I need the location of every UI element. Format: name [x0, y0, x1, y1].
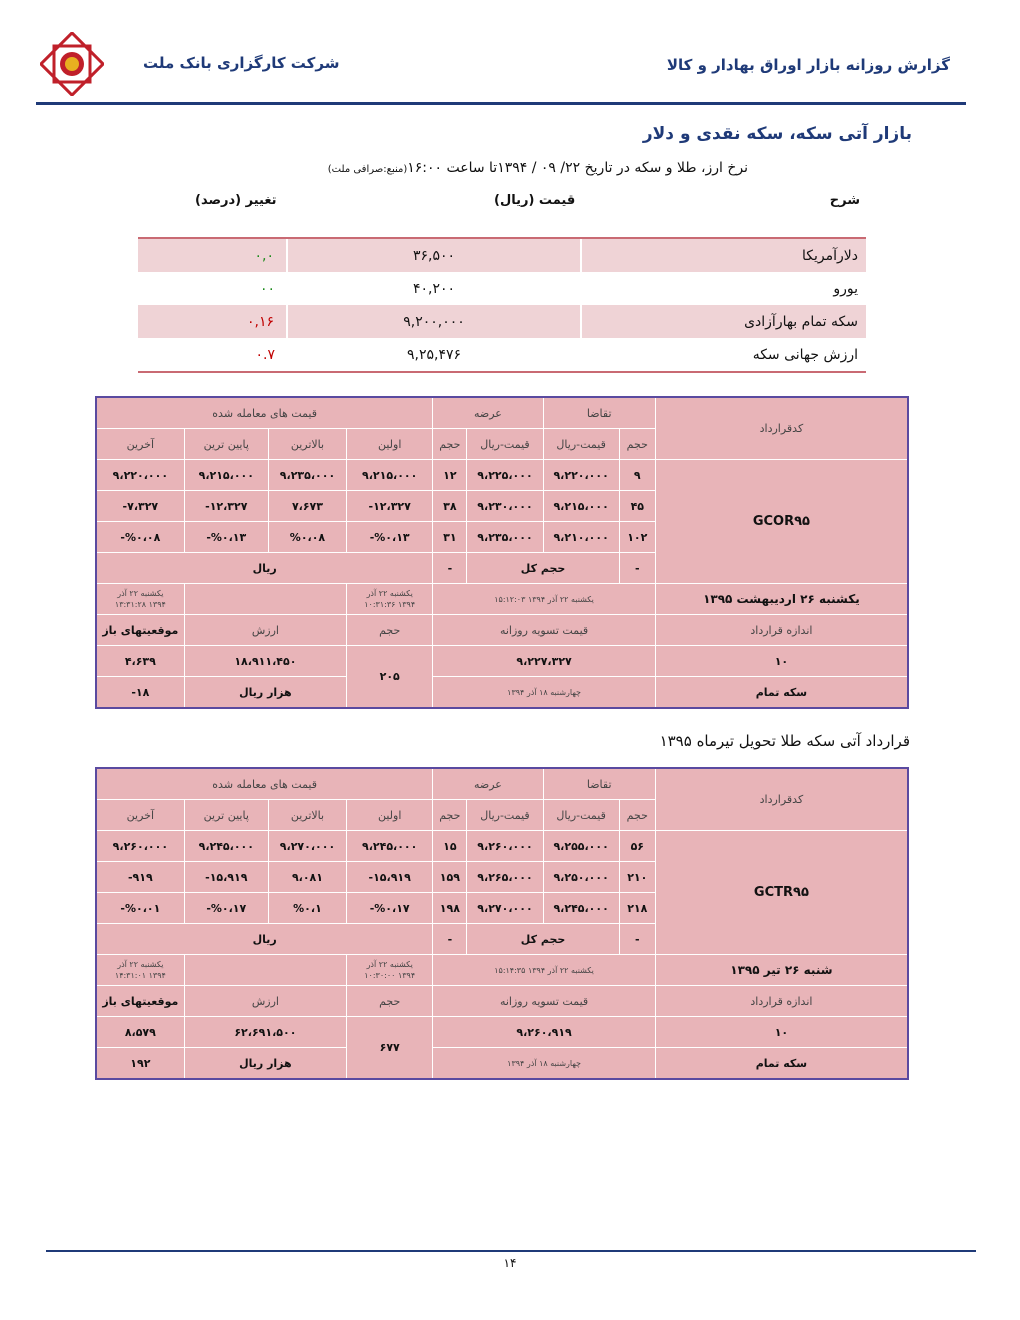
first-trade-clock: ۱۰:۳۰:۰۰ ۱۳۹۴ — [364, 971, 416, 980]
open-positions-header: موقعیتهای باز — [96, 986, 184, 1017]
maturity-date: یکشنبه ۲۶ اردیبهشت ۱۳۹۵ — [655, 584, 908, 615]
low-change: -۱۲،۳۲۷ — [184, 491, 268, 522]
first-price: ۹،۲۱۵،۰۰۰ — [347, 460, 433, 491]
volume-header: حجم — [347, 615, 433, 646]
supply-volume: ۳۸ — [433, 491, 467, 522]
high-pct: %۰،۱ — [268, 893, 346, 924]
rate-price: ۳۶,۵۰۰ — [287, 238, 581, 272]
last-trade-time — [96, 584, 184, 615]
contract-code: GCTR۹۵ — [655, 831, 908, 955]
subtitle-main: نرخ ارز، طلا و سکه در تاریخ ۲۲/ ۰۹ / ۱۳۹۴تا ساعت ۱۶:۰۰ — [407, 160, 748, 176]
traded-prices-header: قیمت های معامله شده — [96, 397, 433, 429]
supply-volume: ۱۵ — [433, 831, 467, 862]
rates-table — [138, 237, 866, 373]
order-time: یکشنبه ۲۲ آذر ۱۳۹۴ ۱۵:۱۴:۳۵ — [433, 955, 656, 986]
first-pct: -%۰،۱۳ — [347, 522, 433, 553]
rate-change: ۰.۷ — [138, 338, 287, 372]
demand-volume-header: حجم — [619, 800, 655, 831]
rate-row — [138, 305, 866, 338]
first-change: -۱۲،۳۲۷ — [347, 491, 433, 522]
supply-volume: ۱۹۸ — [433, 893, 467, 924]
rate-row — [138, 338, 866, 372]
settlement-header: قیمت تسویه روزانه — [433, 986, 656, 1017]
open-positions-header: موقعیتهای باز — [96, 615, 184, 646]
supply-volume-header: حجم — [433, 800, 467, 831]
supply-volume: ۳۱ — [433, 522, 467, 553]
highest-header: بالاترین — [268, 800, 346, 831]
lowest-header: پایین ترین — [184, 429, 268, 460]
low-pct: -%۰،۱۷ — [184, 893, 268, 924]
last-header: آخرین — [96, 800, 184, 831]
col-change-header: تغییر (درصد) — [195, 193, 277, 208]
first-trade-date: یکشنبه ۲۲ آذر — [366, 960, 413, 969]
demand-price: ۹،۲۱۰،۰۰۰ — [543, 522, 619, 553]
settlement-price: ۹،۲۶۰،۹۱۹ — [433, 1017, 656, 1048]
supply-price: ۹،۲۳۰،۰۰۰ — [467, 491, 543, 522]
open-positions-change: ۱۹۲ — [96, 1048, 184, 1080]
contract-size-header: اندازه قرارداد — [655, 986, 908, 1017]
supply-price: ۹،۲۶۵،۰۰۰ — [467, 862, 543, 893]
rate-change: ۰,۱۶ — [138, 305, 287, 338]
first-header: اولین — [347, 429, 433, 460]
supply-price: ۹،۲۷۰،۰۰۰ — [467, 893, 543, 924]
section-subtitle — [328, 160, 748, 176]
first-price: ۹،۲۴۵،۰۰۰ — [347, 831, 433, 862]
rate-price: ۹,۲۰۰,۰۰۰ — [287, 305, 581, 338]
first-trade-clock: ۱۰:۳۱:۳۶ ۱۳۹۴ — [364, 600, 416, 609]
supply-price-header: قیمت-ریال — [467, 800, 543, 831]
low-pct: -%۰،۱۳ — [184, 522, 268, 553]
open-positions: ۸،۵۷۹ — [96, 1017, 184, 1048]
demand-price-header: قیمت-ریال — [543, 429, 619, 460]
contract-unit: سکه تمام — [655, 1048, 908, 1080]
demand-price: ۹،۲۲۰،۰۰۰ — [543, 460, 619, 491]
demand-header: تقاضا — [543, 768, 655, 800]
last-trade-time — [96, 955, 184, 986]
last-pct: -%۰،۰۸ — [96, 522, 184, 553]
low-change: -۱۵،۹۱۹ — [184, 862, 268, 893]
settlement-header: قیمت تسویه روزانه — [433, 615, 656, 646]
supply-total-dash: - — [433, 924, 467, 955]
order-time: یکشنبه ۲۲ آذر ۱۳۹۴ ۱۵:۱۲:۰۳ — [433, 584, 656, 615]
high-change: ۷،۶۷۳ — [268, 491, 346, 522]
demand-volume: ۲۱۸ — [619, 893, 655, 924]
section-title: بازار آتی سکه، سکه نقدی و دلار — [642, 124, 912, 144]
contract-size: ۱۰ — [655, 646, 908, 677]
rate-label: ارزش جهانی سکه — [581, 338, 866, 372]
last-change: -۹۱۹ — [96, 862, 184, 893]
demand-volume: ۵۶ — [619, 831, 655, 862]
empty-cell — [184, 955, 346, 986]
supply-header: عرضه — [433, 397, 543, 429]
last-price: ۹،۲۲۰،۰۰۰ — [96, 460, 184, 491]
company-name: شرکت کارگزاری بانک ملت — [143, 54, 340, 72]
highest-price: ۹،۲۷۰،۰۰۰ — [268, 831, 346, 862]
supply-price: ۹،۲۲۵،۰۰۰ — [467, 460, 543, 491]
rate-label: سکه تمام بهارآزادی — [581, 305, 866, 338]
contract-code-header: کدقرارداد — [655, 768, 908, 831]
empty-cell — [184, 584, 346, 615]
rate-change: ۰,۰ — [138, 238, 287, 272]
rate-row — [138, 238, 866, 272]
col-desc-header: شرح — [829, 193, 860, 208]
open-positions: ۴،۶۳۹ — [96, 646, 184, 677]
demand-price: ۹،۲۵۰،۰۰۰ — [543, 862, 619, 893]
demand-volume: ۴۵ — [619, 491, 655, 522]
volume-header: حجم — [347, 986, 433, 1017]
rate-label: یورو — [833, 280, 858, 297]
last-trade-clock: ۱۳:۳۱:۲۸ ۱۳۹۴ — [114, 600, 166, 609]
settlement-date: چهارشنبه ۱۸ آذر ۱۳۹۴ — [433, 1048, 656, 1080]
col-price-header: قیمت (ریال) — [494, 193, 576, 208]
supply-volume-header: حجم — [433, 429, 467, 460]
demand-price: ۹،۲۵۵،۰۰۰ — [543, 831, 619, 862]
contract-size-header: اندازه قرارداد — [655, 615, 908, 646]
demand-total-dash: - — [619, 924, 655, 955]
trade-volume: ۶۷۷ — [347, 1017, 433, 1080]
lowest-price: ۹،۲۱۵،۰۰۰ — [184, 460, 268, 491]
supply-price-header: قیمت-ریال — [467, 429, 543, 460]
supply-price: ۹،۲۳۵،۰۰۰ — [467, 522, 543, 553]
total-volume-label: حجم کل — [467, 553, 619, 584]
lowest-price: ۹،۲۴۵،۰۰۰ — [184, 831, 268, 862]
header-divider — [36, 102, 966, 105]
first-trade-time — [347, 584, 433, 615]
high-pct: %۰،۰۸ — [268, 522, 346, 553]
first-header: اولین — [347, 800, 433, 831]
contract-code-header: کدقرارداد — [655, 397, 908, 460]
rate-price: ۹,۲۵,۴۷۶ — [287, 338, 581, 372]
supply-header: عرضه — [433, 768, 543, 800]
first-trade-time — [347, 955, 433, 986]
value-unit: هزار ریال — [184, 1048, 346, 1080]
demand-total-dash: - — [619, 553, 655, 584]
last-trade-date: یکشنبه ۲۲ آذر — [117, 589, 164, 598]
report-title: گزارش روزانه بازار اوراق بهادار و کالا — [666, 56, 950, 74]
last-pct: -%۰،۰۱ — [96, 893, 184, 924]
subtitle-source: (منبع:صرافی ملت) — [327, 164, 408, 175]
demand-header: تقاضا — [543, 397, 655, 429]
open-positions-change: -۱۸ — [96, 677, 184, 709]
last-price: ۹،۲۶۰،۰۰۰ — [96, 831, 184, 862]
value-unit: هزار ریال — [184, 677, 346, 709]
traded-prices-header: قیمت های معامله شده — [96, 768, 433, 800]
trade-value: ۶۲،۶۹۱،۵۰۰ — [184, 1017, 346, 1048]
first-change: -۱۵،۹۱۹ — [347, 862, 433, 893]
supply-total-dash: - — [433, 553, 467, 584]
demand-price: ۹،۲۱۵،۰۰۰ — [543, 491, 619, 522]
last-trade-clock: ۱۴:۳۱:۰۱ ۱۳۹۴ — [114, 971, 166, 980]
last-trade-date: یکشنبه ۲۲ آذر — [117, 960, 164, 969]
contract-unit: سکه تمام — [655, 677, 908, 709]
value-header: ارزش — [184, 986, 346, 1017]
trade-volume: ۲۰۵ — [347, 646, 433, 709]
demand-volume: ۹ — [619, 460, 655, 491]
demand-volume: ۲۱۰ — [619, 862, 655, 893]
rate-change: ۰۰ — [259, 280, 275, 297]
demand-price: ۹،۲۴۵،۰۰۰ — [543, 893, 619, 924]
trade-value: ۱۸،۹۱۱،۴۵۰ — [184, 646, 346, 677]
high-change: ۹،۰۸۱ — [268, 862, 346, 893]
demand-volume-header: حجم — [619, 429, 655, 460]
last-header: آخرین — [96, 429, 184, 460]
page-number: ۱۴ — [503, 1256, 517, 1270]
total-volume-label: حجم کل — [467, 924, 619, 955]
contract-table-gctr — [95, 767, 909, 1080]
highest-price: ۹،۲۳۵،۰۰۰ — [268, 460, 346, 491]
demand-volume: ۱۰۲ — [619, 522, 655, 553]
maturity-date: شنبه ۲۶ تیر ۱۳۹۵ — [655, 955, 908, 986]
contract-size: ۱۰ — [655, 1017, 908, 1048]
highest-header: بالاترین — [268, 429, 346, 460]
settlement-price: ۹،۲۲۷،۳۲۷ — [433, 646, 656, 677]
demand-price-header: قیمت-ریال — [543, 800, 619, 831]
footer-divider — [46, 1250, 976, 1252]
currency-label: ریال — [96, 924, 433, 955]
first-trade-date: یکشنبه ۲۲ آذر — [366, 589, 413, 598]
supply-volume: ۱۵۹ — [433, 862, 467, 893]
rate-label: دلارآمریکا — [581, 238, 866, 272]
supply-volume: ۱۲ — [433, 460, 467, 491]
last-change: -۷،۳۲۷ — [96, 491, 184, 522]
settlement-date: چهارشنبه ۱۸ آذر ۱۳۹۴ — [433, 677, 656, 709]
bank-logo — [40, 32, 104, 96]
rate-row — [138, 272, 866, 305]
contract-caption: قرارداد آتی سکه طلا تحویل تیرماه ۱۳۹۵ — [659, 732, 910, 750]
first-pct: -%۰،۱۷ — [347, 893, 433, 924]
contract-code: GCOR۹۵ — [655, 460, 908, 584]
lowest-header: پایین ترین — [184, 800, 268, 831]
value-header: ارزش — [184, 615, 346, 646]
rate-price: ۴۰,۲۰۰ — [412, 280, 456, 297]
currency-label: ریال — [96, 553, 433, 584]
contract-table-gcor — [95, 396, 909, 709]
supply-price: ۹،۲۶۰،۰۰۰ — [467, 831, 543, 862]
